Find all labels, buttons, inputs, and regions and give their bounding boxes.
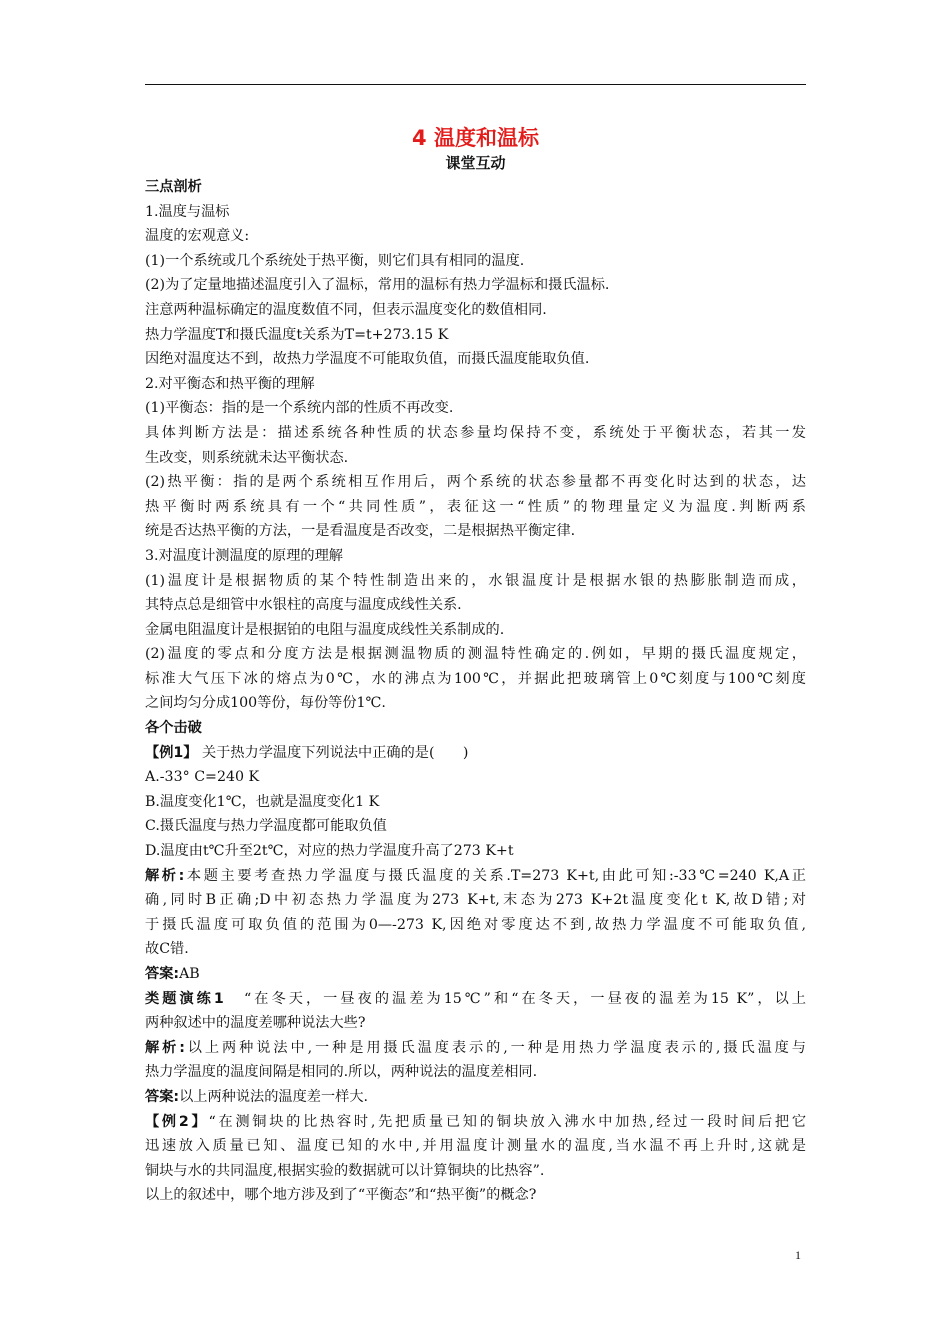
text-line: (1)一个系统或几个系统处于热平衡，则它们具有相同的温度. — [145, 252, 525, 269]
text-line: 金属电阻温度计是根据铂的电阻与温度成线性关系制成的. — [145, 621, 505, 638]
page-subtitle: 课堂互动 — [445, 154, 506, 172]
text-line: 两种叙述中的温度差哪种说法大些? — [145, 1015, 366, 1032]
header-rule — [145, 84, 806, 85]
labeled-line — [145, 1085, 806, 1110]
labeled-line — [145, 741, 806, 766]
line-text: 关于热力学温度下列说法中正确的是( ) — [197, 744, 469, 761]
text-line: (1)平衡态：指的是一个系统内部的性质不再改变. — [145, 400, 454, 417]
line-label: 【例1】 — [145, 744, 198, 761]
line-text: “在冬天，一昼夜的温差为15℃”和“在冬天，一昼夜的温差为15 K”，以上 — [223, 990, 806, 1007]
line-text: 以上两种说法的温度差一样大. — [179, 1088, 369, 1105]
text-line: 具体判断方法是：描述系统各种性质的状态参量均保持不变，系统处于平衡状态，若其一发 — [145, 424, 806, 441]
text-line: C.摄氏温度与热力学温度都可能取负值 — [145, 818, 387, 835]
line-label: 类题演练1 — [145, 990, 224, 1007]
text-line: 铜块与水的共同温度,根据实验的数据就可以计算铜块的比热容”. — [145, 1162, 545, 1179]
text-line: 注意两种温标确定的温度数值不同，但表示温度变化的数值相同. — [145, 301, 547, 318]
text-line: 确,同时B正确;D中初态热力学温度为273 K+t,末态为273 K+2t温度变化t K,故D错;对 — [145, 892, 806, 909]
line-text: 以上两种说法中,一种是用摄氏温度表示的,一种是用热力学温度表示的,摄氏温度与 — [184, 1039, 806, 1056]
text-line: 迅速放入质量已知、温度已知的水中,并用温度计测量水的温度,当水温不再上升时,这就是 — [145, 1138, 806, 1155]
line-label: 解析: — [145, 867, 185, 884]
text-line: 以上的叙述中，哪个地方涉及到了“平衡态”和“热平衡”的概念? — [145, 1187, 537, 1204]
labeled-line — [145, 962, 806, 987]
text-line: (2)温度的零点和分度方法是根据测温物质的测温特性确定的.例如，早期的摄氏温度规定， — [145, 646, 806, 663]
section-heading: 三点剖析 — [145, 179, 202, 195]
text-line: 统是否达热平衡的方法，一是看温度是否改变，二是根据热平衡定律. — [145, 523, 576, 540]
page-number: 1 — [795, 1248, 801, 1262]
text-line: 热力学温度T和摄氏温度t关系为T=t+273.15 K — [145, 326, 449, 343]
line-text: 本题主要考查热力学温度与摄氏温度的关系.T=273 K+t,由此可知:-33℃=240 K,A正 — [184, 867, 806, 884]
line-text: “在测铜块的比热容时,先把质量已知的铜块放入沸水中加热,经过一段时间后把它 — [208, 1113, 807, 1130]
section-heading: 各个击破 — [145, 720, 202, 737]
text-line: 其特点总是细管中水银柱的高度与温度成线性关系. — [145, 597, 462, 614]
text-line: 标准大气压下冰的熔点为0℃，水的沸点为100℃，并据此把玻璃管上0℃刻度与100℃刻度 — [145, 670, 806, 687]
text-line: (2)热平衡：指的是两个系统相互作用后，两个系统的状态参量都不再变化时达到的状态，达 — [145, 474, 806, 491]
document-body — [145, 175, 806, 1208]
line-text: AB — [179, 966, 200, 982]
text-line: 之间均匀分成100等份，每份等份1℃. — [145, 695, 386, 712]
text-line: 温度的宏观意义: — [145, 228, 250, 245]
text-line: 3.对温度计测温度的原理的理解 — [145, 547, 343, 564]
text-line: 2.对平衡态和热平衡的理解 — [145, 375, 315, 392]
text-line: 故C错. — [145, 941, 189, 958]
labeled-line — [145, 1036, 806, 1061]
text-line: (2)为了定量地描述温度引入了温标，常用的温标有热力学温标和摄氏温标. — [145, 277, 610, 294]
text-line: 因绝对温度达不到，故热力学温度不可能取负值，而摄氏温度能取负值. — [145, 351, 590, 368]
text-line: 热平衡时两系统具有一个“共同性质”，表征这一“性质”的物理量定义为温度.判断两系 — [145, 498, 806, 515]
text-line: (1)温度计是根据物质的某个特性制造出来的，水银温度计是根据水银的热膨胀制造而成， — [145, 572, 806, 589]
text-line: 生改变，则系统就未达平衡状态. — [145, 449, 349, 466]
line-label: 解析: — [145, 1039, 185, 1056]
page-title: 4 温度和温标 — [412, 126, 539, 150]
text-line: A.-33° C=240 K — [145, 769, 260, 786]
labeled-line — [145, 1110, 806, 1135]
line-label: 答案: — [145, 966, 180, 982]
text-line: 1.温度与温标 — [145, 203, 230, 220]
line-label: 【例2】 — [145, 1113, 209, 1130]
labeled-line — [145, 987, 806, 1012]
text-line: 于摄氏温度可取负值的范围为0—-273 K,因绝对零度达不到,故热力学温度不可能取负值, — [145, 916, 806, 933]
text-line: B.温度变化1℃，也就是温度变化1 K — [145, 793, 380, 810]
text-line: 热力学温度的温度间隔是相同的.所以，两种说法的温度差相同. — [145, 1064, 538, 1081]
line-label: 答案: — [145, 1088, 180, 1105]
labeled-line — [145, 864, 806, 889]
text-line: D.温度由t℃升至2t℃，对应的热力学温度升高了273 K+t — [145, 843, 514, 860]
